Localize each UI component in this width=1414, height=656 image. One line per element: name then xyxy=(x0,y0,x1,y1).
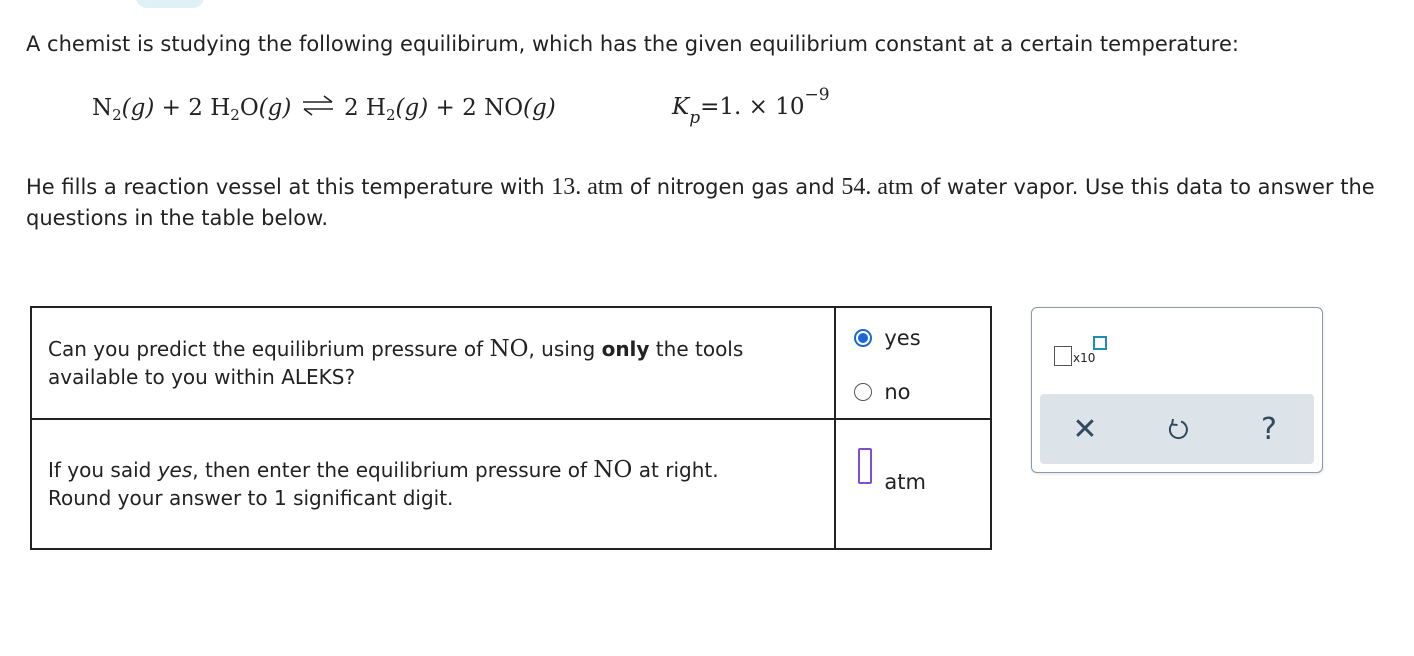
equilibrium-arrows-icon xyxy=(301,94,335,116)
intro-text: A chemist is studying the following equilibirum, which has the given equilibrium constant at a certain temperature: xyxy=(26,32,1239,56)
question-1-answer xyxy=(835,307,991,419)
equilibrium-constant: $K_p=1$. × $10^{-9}$ xyxy=(672,85,830,128)
clear-icon[interactable]: ✕ xyxy=(1072,411,1098,447)
tools-panel xyxy=(1031,307,1323,473)
unit-label: atm xyxy=(884,470,926,494)
question-2-text: If you said yes, then enter the equilibrium pressure of NO at right. Round your answer to 1 significant digit. xyxy=(31,419,835,549)
chemical-equation xyxy=(92,94,556,124)
yes-radio[interactable] xyxy=(854,329,872,347)
tools-toolbar xyxy=(1040,394,1314,464)
option-no[interactable]: no xyxy=(854,380,910,404)
water-pressure: 54. xyxy=(841,174,872,200)
problem-statement: He fills a reaction vessel at this temperature with 13. atm of nitrogen gas and 54. atm of water vapor. Use this data to answer the questions in the table below. xyxy=(26,174,1375,230)
question-row-1 xyxy=(31,307,991,419)
no-radio[interactable] xyxy=(854,383,872,401)
h2-formula: 2 $H_2(g)$ xyxy=(343,95,429,124)
plus-sign: + xyxy=(435,95,455,121)
help-icon[interactable]: ? xyxy=(1261,411,1277,447)
nitrogen-pressure: 13. xyxy=(551,174,582,200)
sci-notation-icon[interactable]: x10 xyxy=(1054,336,1114,370)
question-2-answer xyxy=(835,419,991,549)
question-row-2 xyxy=(31,419,991,549)
n2-formula: $N_2(g)$ xyxy=(92,95,155,124)
question-1-text: Can you predict the equilibrium pressure of NO, using only the tools available to you within ALEKS? xyxy=(31,307,835,419)
pressure-answer-input[interactable] xyxy=(858,448,872,484)
option-yes[interactable]: yes xyxy=(854,326,920,350)
h2o-formula: 2 $H_2O(g)$ xyxy=(188,95,292,124)
question-table xyxy=(30,306,992,550)
no-formula: 2 NO(g) xyxy=(462,95,556,121)
undo-icon[interactable] xyxy=(1154,406,1200,452)
top-tab-stub xyxy=(136,0,204,8)
plus-sign: + xyxy=(161,95,181,121)
